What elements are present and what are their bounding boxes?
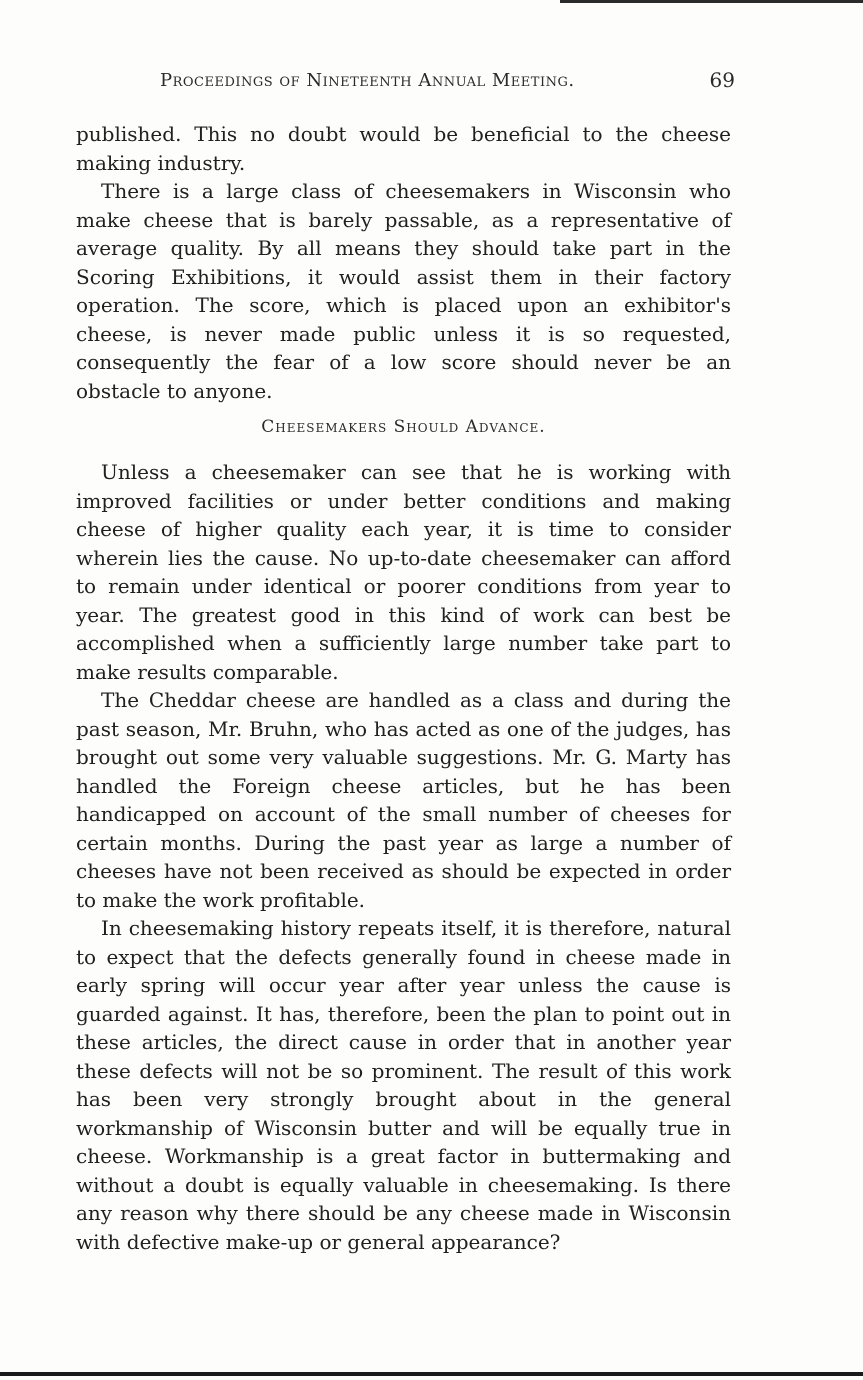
top-rule [560,0,863,3]
paragraph-scoring-exhibitions: There is a large class of cheesemakers in Wisconsin who make cheese that is barely passable, as a representative of average quality. By all means they should take part in the Scoring Exhibitions, it would assist them in their factory operation. The score, which is placed upon an exhibitor's cheese, is never made public unless it is so requested, consequently the fear of a low score should never be an obstacle to anyone. [76,179,731,403]
text-block-lower [76,458,731,1256]
running-head: Proceedings of Nineteenth Annual Meeting. [160,70,575,91]
paragraph-continued: published. This no doubt would be beneficial to the cheese making industry. [76,122,731,175]
page-header [160,70,735,100]
paragraph-cheddar-cheese: The Cheddar cheese are handled as a class and during the past season, Mr. Bruhn, who has acted as one of the judges, has brought out some very valuable suggestions. Mr. G. Marty has handled the Foreign cheese articles, but he has been handicapped on account of the small number of cheeses for certain months. During the past year as large a number of cheeses have not been received as should be expected in order to make the work profitable. [76,688,731,912]
text-block-upper [76,120,731,405]
page-number: 69 [709,68,735,92]
paragraph-improved-facilities: Unless a cheesemaker can see that he is working with improved facilities or under better conditions and making cheese of higher quality each year, it is time to consider wherein lies the cause. No up-to-date cheesemaker can afford to remain under identical or poorer conditions from year to year. The greatest good in this kind of work can best be accomplished when a sufficiently large number take part to make results comparable. [76,460,731,684]
paragraph-history-repeats: In cheesemaking history repeats itself, it is therefore, natural to expect that the defects generally found in cheese made in early spring will occur year after year unless the cause is guarded against. It has, therefore, been the plan to point out in these articles, the direct cause in order that in another year these defects will not be so prominent. The result of this work has been very strongly brought about in the general workmanship of Wisconsin butter and will be equally true in cheese. Workmanship is a great factor in buttermaking and without a doubt is equally valuable in cheesemaking. Is there any reason why there should be any cheese made in Wisconsin with defective make-up or general appearance? [76,916,731,1254]
section-heading: Cheesemakers Should Advance. [261,417,546,437]
bottom-rule [0,1372,863,1376]
